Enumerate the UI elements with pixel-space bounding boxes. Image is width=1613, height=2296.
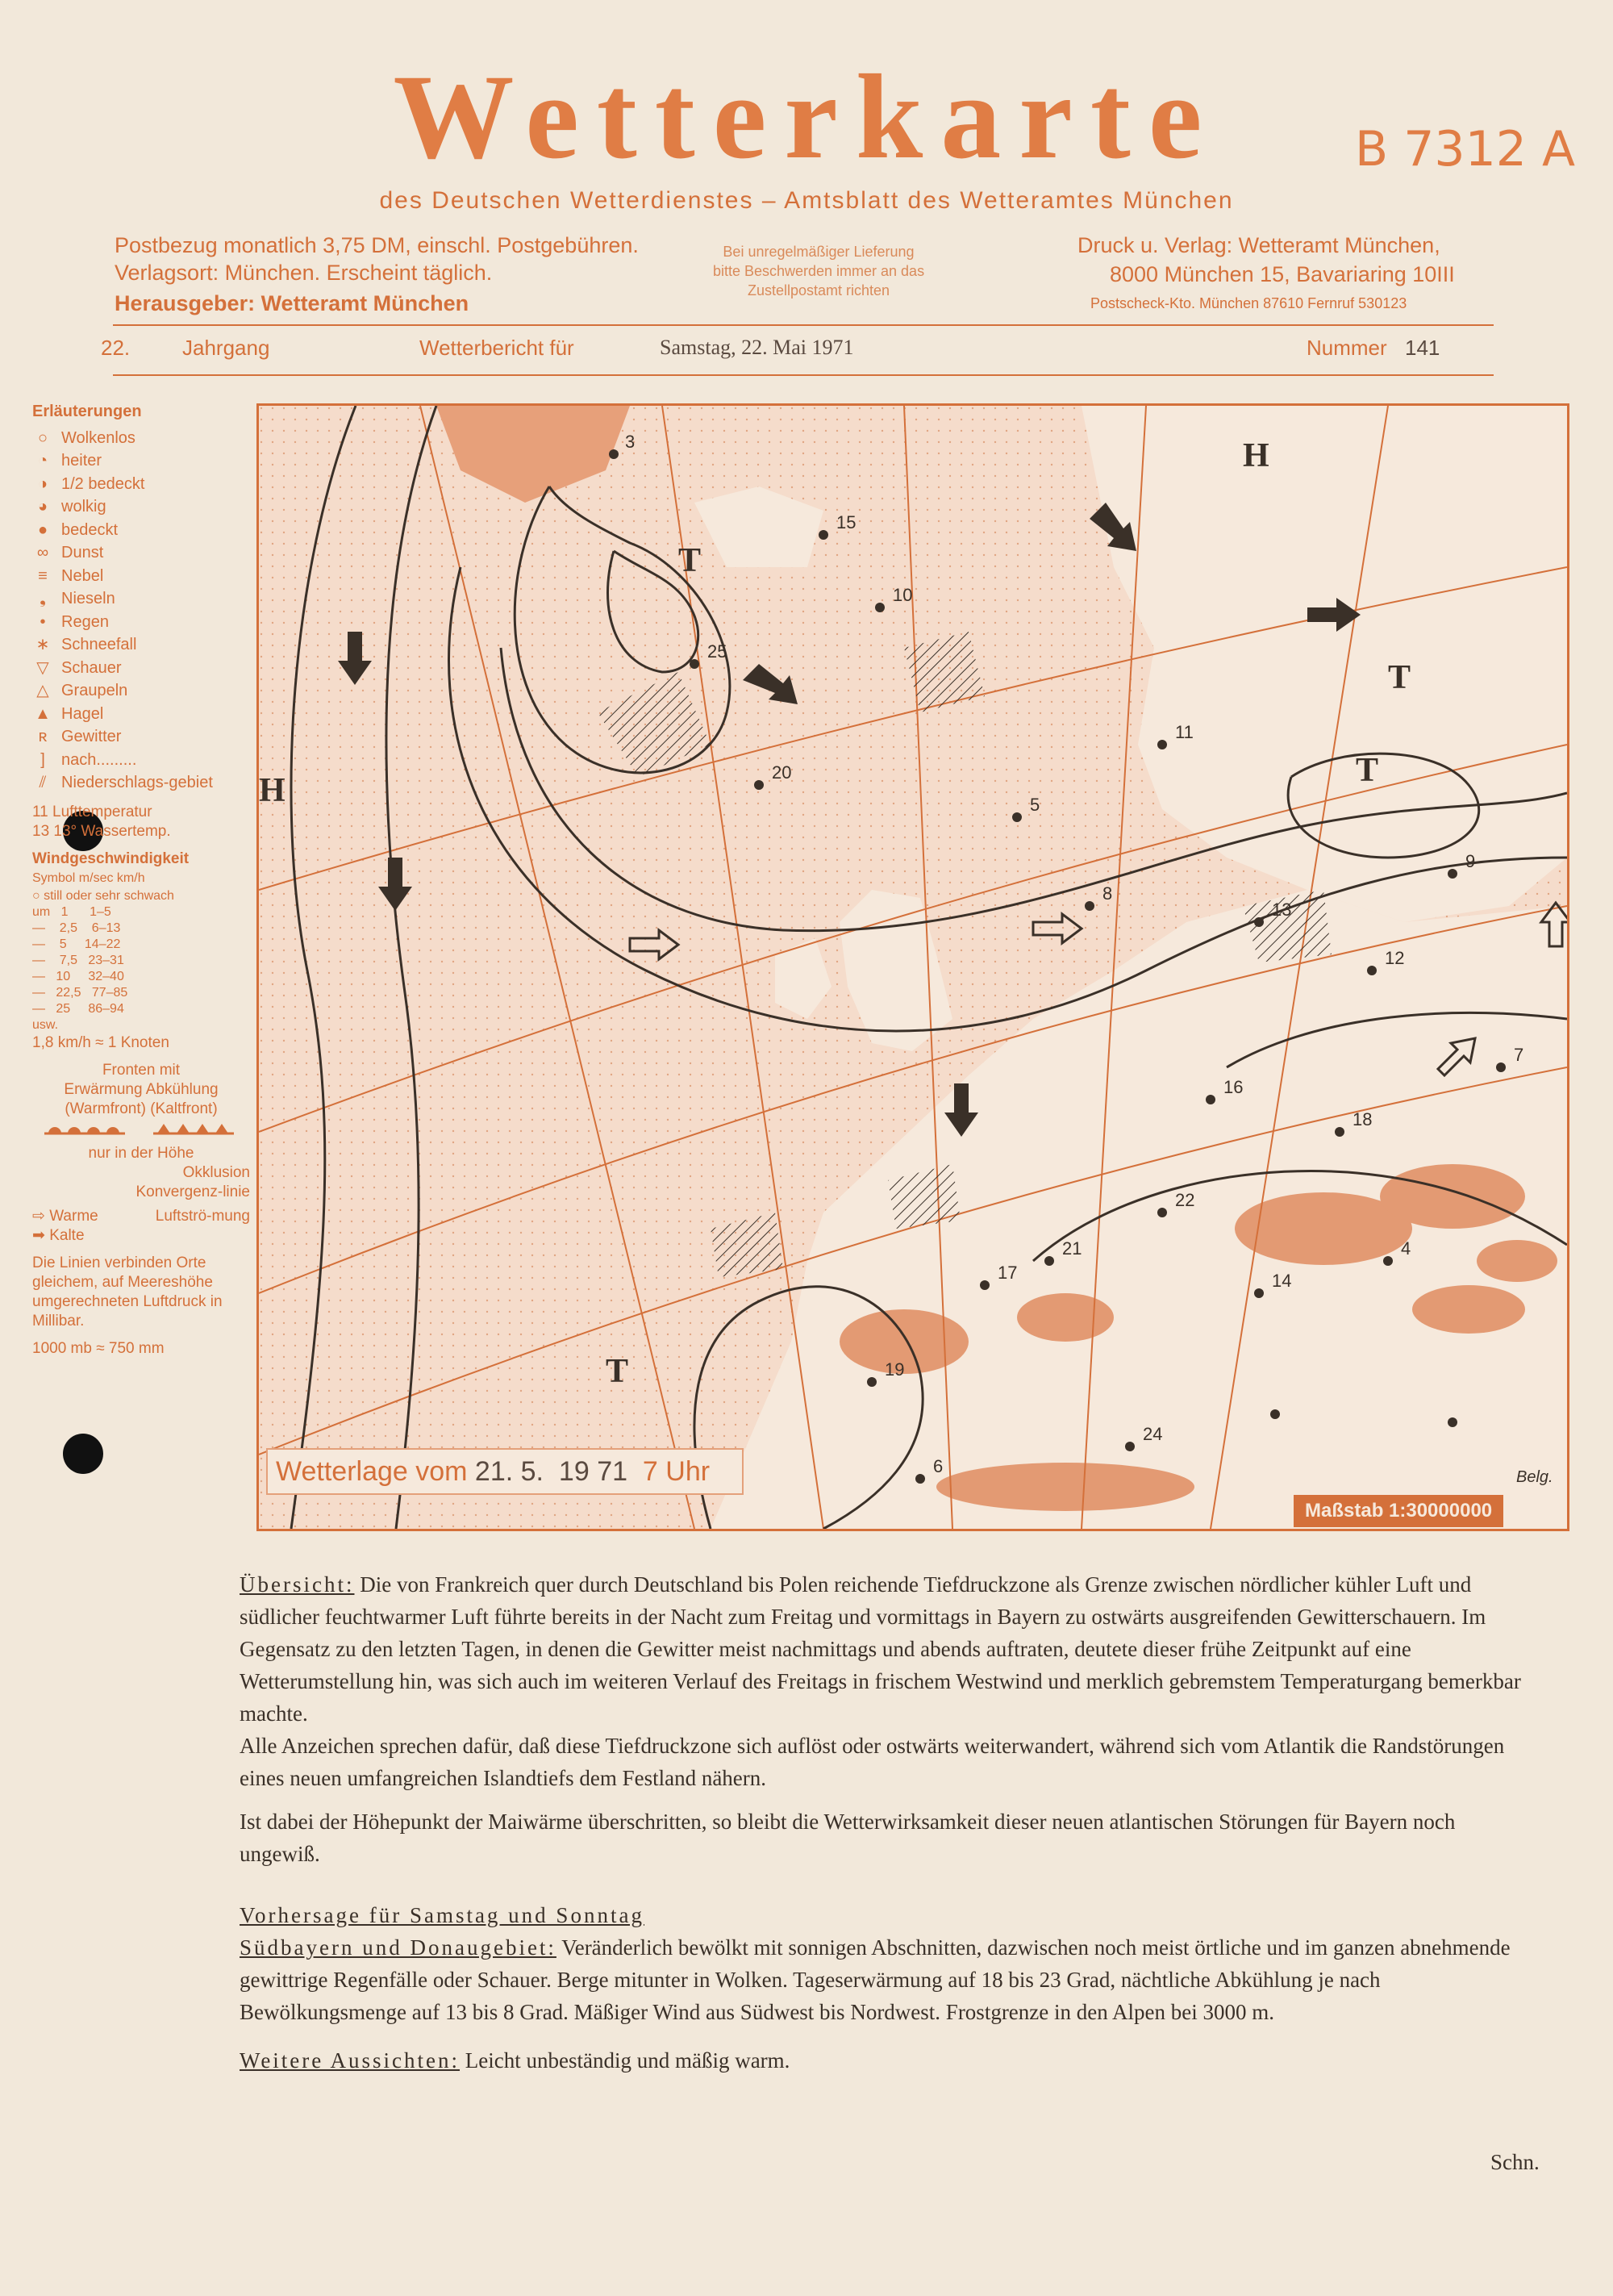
station-temp: 16 [1223, 1077, 1244, 1097]
legend-symbol-icon: ◑ [37, 474, 48, 493]
legend-symbol-icon: ▲ [35, 704, 51, 723]
verlagsort-line: Verlagsort: München. Erscheint täglich. [115, 261, 493, 285]
aussichten-text: Leicht unbeständig und mäßig warm. [465, 2048, 790, 2073]
report-text [240, 1568, 1530, 2077]
station-temp: 11 [1175, 722, 1194, 742]
legend-symbol-label: Nebel [61, 566, 104, 585]
wind-legend-row: ○ still oder sehr schwach [32, 888, 174, 903]
weather-map-svg [259, 406, 1567, 1529]
legend-symbol-label: Wolkenlos [61, 428, 135, 447]
legend-item [32, 611, 250, 634]
legend-item [32, 565, 250, 588]
legend-symbol-icon: ◔ [37, 452, 48, 470]
legend-symbol-icon: ● [37, 520, 48, 539]
issue-jahrgang: Jahrgang [182, 336, 270, 360]
station-temp: 14 [1272, 1271, 1292, 1291]
legend-symbol-icon: ▽ [36, 658, 49, 677]
report-signature: Schn. [1490, 2150, 1540, 2174]
aussichten-heading: Weitere Aussichten: [240, 2048, 461, 2073]
legend-symbol-label: wolkig [61, 498, 106, 516]
punch-hole-bottom [63, 1434, 103, 1474]
legend-item [32, 749, 250, 772]
legend-arrow-warm: ⇨ Warme [32, 1207, 98, 1225]
legend-item [32, 495, 250, 519]
station-temp: 5 [1030, 795, 1040, 815]
legend-arrow-cold: ➡ Kalte [32, 1226, 85, 1244]
station-temp: 13 [1272, 900, 1292, 920]
map-scale: Maßstab 1:30000000 [1294, 1495, 1503, 1527]
station-temp: 9 [1465, 851, 1476, 871]
map-caption: Wetterlage vom 21. 5. 19 71 7 Uhr [266, 1448, 744, 1495]
station-temp: 22 [1175, 1190, 1195, 1210]
caption-date: 21. 5. [474, 1455, 544, 1487]
legend-symbol-list [32, 427, 250, 795]
legend-item [32, 541, 250, 565]
wind-legend-row: — 10 32–40 [32, 969, 124, 983]
legend-fronts: Fronten mit Erwärmung Abkühlung (Warmfront) (Kaltfront) nur in der Höhe Okklusion Konvergenz-linie ⇨ Warme Luftströ-mung ➡ Kalte [32, 1061, 250, 1244]
legend-symbol-icon: △ [36, 682, 49, 699]
legend-item [32, 657, 250, 680]
legend-symbol-label: Nieseln [61, 590, 115, 607]
high-label-north: H [1243, 437, 1269, 474]
low-label-north: T [1388, 659, 1411, 696]
vorhersage-heading: Vorhersage für Samstag und Sonntag [240, 1903, 644, 1927]
low-label-iceland: T [678, 542, 702, 579]
station-temp: 10 [893, 585, 913, 605]
legend-item [32, 427, 250, 450]
legend-mb: 1000 mb ≈ 750 mm [32, 1339, 165, 1357]
station-temp: 18 [1353, 1109, 1373, 1129]
wind-legend-row: — 25 86–94 [32, 1001, 124, 1016]
station-temp: 17 [998, 1263, 1018, 1283]
wind-legend-row: — 5 14–22 [32, 937, 121, 951]
legend-isobar-note: Die Linien verbinden Orte gleichem, auf Meereshöhe umgerechneten Luftdruck in Millibar. [32, 1254, 223, 1330]
issue-bericht: Wetterbericht für [419, 336, 574, 360]
legend-panel [32, 397, 250, 1359]
publisher-line: Herausgeber: Wetteramt München [115, 291, 469, 315]
legend-symbol-icon: ʀ [38, 728, 48, 745]
address-line: 8000 München 15, Bavariaring 10III [1110, 262, 1455, 286]
legend-item [32, 587, 250, 611]
front-symbols-icon [40, 1119, 242, 1138]
legend-symbol-label: Schauer [61, 658, 122, 677]
edition-code: B 7312 A [1355, 121, 1576, 177]
legend-symbol-icon: ⫽ [39, 774, 47, 791]
legend-item [32, 679, 250, 703]
legend-wind: Windgeschwindigkeit Symbol m/sec km/h ○ still oder sehr schwach um 1 1–5 — 2,5 6–13 — 5 14–22 — 7,5 23–31 — 10 32–40 — 22,5 77–85 — 25 86–94 usw. 1,8 km/h ≈ 1 Knoten [32, 850, 250, 1053]
legend-symbol-label: nach......... [61, 750, 137, 769]
caption-year: 71 [597, 1455, 628, 1487]
station-temp: 21 [1062, 1238, 1082, 1259]
postscheck-line: Postscheck-Kto. München 87610 Fernruf 530123 [1090, 295, 1407, 311]
legend-title: Erläuterungen [32, 403, 142, 420]
legend-symbol-label: Hagel [61, 704, 104, 723]
caption-hour: 19 [558, 1455, 590, 1487]
legend-symbol-label: bedeckt [61, 520, 119, 539]
weather-map [256, 403, 1569, 1531]
legend-item [32, 771, 250, 795]
legend-symbol-label: Niederschlags-gebiet [61, 774, 213, 791]
uebersicht-heading: Übersicht: [240, 1572, 355, 1597]
druck-verlag-line: Druck u. Verlag: Wetteramt München, [1077, 233, 1440, 257]
station-temp: 12 [1385, 948, 1405, 968]
station-temp: 4 [1401, 1238, 1411, 1259]
wind-legend-row: — 22,5 77–85 [32, 985, 128, 1000]
uebersicht-paragraph-1: Die von Frankreich quer durch Deutschland bis Polen reichende Tiefdruckzone als Grenze zwischen nördlicher kühler Luft und südlicher feuchtwarmer Luft führte bereits in der Nacht zum Freitag und vormittags in Bayern zu ostwärts ausgreifenden Gewitterschauern. Im Gegensatz zu den letzten Tagen, in denen die Gewitter meist nachmittags und abends auftraten, deutete dieser frühe Zeitpunkt auf eine Wetterumstellung hin, was sich auch im weiteren Verlauf des Freitags in frischem Westwind und merklich gebremstem Temperaturgang bemerkbar machte. [240, 1572, 1521, 1726]
region-heading: Südbayern und Donaugebiet: [240, 1935, 556, 1960]
low-label-baltic: T [1356, 752, 1379, 789]
legend-symbol-label: Regen [61, 612, 109, 631]
legend-symbol-icon: ○ [37, 428, 48, 447]
legend-symbol-icon: ] [40, 750, 45, 769]
issue-nummer-label: Nummer [1307, 336, 1387, 360]
issue-nummer: 141 [1405, 336, 1440, 360]
masthead-subtitle: des Deutschen Wetterdienstes – Amtsblatt des Wetteramtes München [379, 187, 1234, 214]
legend-symbol-icon: ∗ [35, 636, 50, 653]
region-forecast: Veränderlich bewölkt mit sonnigen Abschnitten, dazwischen noch meist örtliche und im ganzen abnehmende gewittrige Regenfälle oder Schauer. Berge mitunter in Wolken. Tageserwärmung auf 18 bis 23 Grad, nächtliche Abkühlung je nach Bewölkungsmenge auf 13 bis 8 Grad. Mäßiger Wind aus Südwest bis Nordwest. Frostgrenze in den Alpen bei 3000 m. [240, 1935, 1511, 2024]
legend-symbol-label: 1/2 bedeckt [61, 474, 145, 493]
station-temp: 25 [707, 641, 727, 662]
legend-temp: 11 Lufttemperatur 13 13° Wassertemp. [32, 803, 171, 840]
issue-line [0, 336, 1613, 368]
legend-symbol-icon: ❟ [40, 590, 46, 607]
legend-symbol-icon: • [40, 612, 46, 631]
station-temp: 3 [625, 432, 636, 452]
station-temp: 7 [1514, 1045, 1524, 1065]
high-label-west: H [259, 772, 286, 809]
station-temp: 20 [772, 762, 792, 783]
map-signature: Belg. [1516, 1468, 1553, 1486]
legend-symbol-icon: ∞ [36, 544, 49, 561]
station-temp: 24 [1143, 1424, 1163, 1444]
legend-symbol-label: Dunst [61, 544, 104, 561]
legend-symbol-label: heiter [61, 452, 102, 470]
legend-item [32, 473, 250, 496]
station-temp: 15 [836, 512, 857, 532]
legend-item [32, 519, 250, 542]
masthead-title: Wetterkarte [393, 50, 1220, 184]
legend-symbol-icon: ≡ [38, 566, 48, 585]
legend-item [32, 449, 250, 473]
legend-symbol-label: Graupeln [61, 682, 128, 699]
station-temp: 6 [933, 1456, 944, 1476]
legend-item [32, 725, 250, 749]
header-rule-bottom [113, 374, 1494, 376]
legend-symbol-icon: ◕ [37, 498, 48, 516]
low-label-atlantic: T [606, 1353, 629, 1390]
station-temp: 8 [1102, 883, 1113, 904]
uebersicht-paragraph-2: Alle Anzeichen sprechen dafür, daß diese Tiefdruckzone sich auflöst oder ostwärts weiterwandert, während sich vom Atlantik die Randstörungen eines neuen umfangreichen Islandtiefs dem Festland nähern. [240, 1734, 1505, 1790]
postbezug-line: Postbezug monatlich 3,75 DM, einschl. Postgebühren. [115, 233, 639, 257]
delivery-note: Bei unregelmäßiger Lieferung bitte Beschwerden immer an das Zustellpostamt richten [712, 244, 925, 298]
legend-item [32, 703, 250, 726]
header-rule-top [113, 324, 1494, 326]
uebersicht-paragraph-3: Ist dabei der Höhepunkt der Maiwärme überschritten, so bleibt die Wetterwirksamkeit dieser neuen atlantischen Störungen für Bayern noch ungewiß. [240, 1810, 1456, 1866]
wind-legend-row: — 2,5 6–13 [32, 920, 121, 935]
wind-legend-row: — 7,5 23–31 [32, 953, 124, 967]
station-temp: 19 [885, 1359, 905, 1380]
legend-item [32, 633, 250, 657]
legend-symbol-label: Gewitter [61, 728, 122, 745]
wind-legend-row: um 1 1–5 [32, 904, 111, 919]
legend-symbol-label: Schneefall [61, 636, 137, 653]
issue-number: 22. [101, 336, 131, 360]
issue-date: Samstag, 22. Mai 1971 [660, 336, 854, 359]
wind-legend-row: usw. [32, 1017, 59, 1032]
